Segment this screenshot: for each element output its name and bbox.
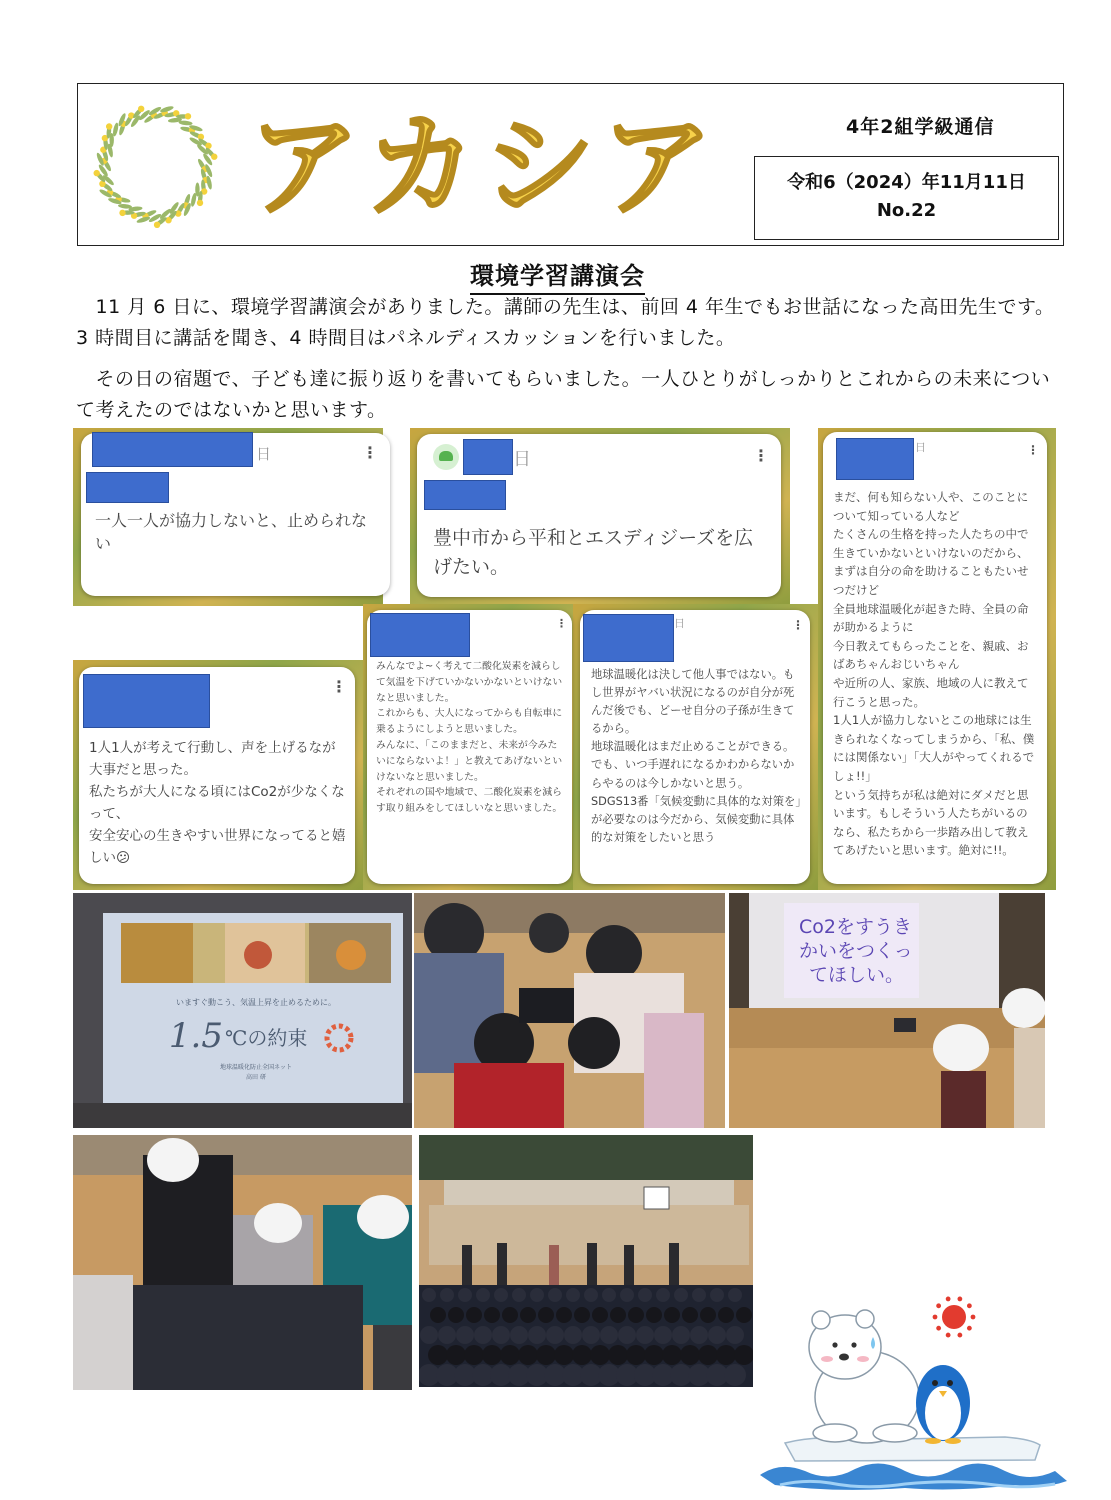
more-options-icon[interactable]: ⋮: [1027, 443, 1039, 457]
slide-org: 地球温暖化防止全国ネット: [219, 1064, 293, 1071]
polar-bear-penguin-illustration: [755, 1285, 1075, 1495]
article-paragraph: その日の宿題で、子ども達に振り返りを書いてもらいました。一人ひとりがしっかりとこれからの未来について考えたのではないかと思います。: [76, 368, 1051, 421]
students-sitting-photo: [73, 1135, 412, 1390]
slide-caption: いますぐ動こう、気温上昇を止めるために。: [176, 998, 336, 1007]
slide-title: ℃の約束: [225, 1026, 308, 1050]
penguin-icon: [916, 1365, 970, 1444]
polar-bear-icon: [809, 1310, 919, 1443]
card-date: 日: [674, 617, 685, 630]
sun-icon: [933, 1297, 976, 1338]
more-options-icon[interactable]: ⋮: [753, 446, 769, 465]
redacted-name: [463, 439, 513, 475]
lecture-slide-photo: [73, 893, 412, 1128]
card-text: 豊中市から平和とエスディジーズを広げたい。: [433, 527, 754, 578]
reflection-card: [367, 610, 572, 884]
redacted-name: [370, 613, 470, 657]
more-options-icon[interactable]: ⋮: [792, 618, 804, 632]
card-text: 一人一人が協力しないと、止められない: [95, 511, 368, 553]
issue-number: No.22: [876, 200, 937, 221]
reflection-card: [580, 610, 810, 884]
more-options-icon[interactable]: ⋮: [331, 677, 347, 696]
article-headline: 環境学習講演会: [470, 256, 645, 295]
slide-big-number: 1.5: [168, 1016, 223, 1056]
svg-text:アカシア: アカシア: [248, 102, 719, 225]
issue-date: 令和6（2024）年11月11日: [787, 172, 1026, 193]
card-date: 日: [513, 449, 531, 470]
redacted-name: [83, 674, 210, 728]
reflection-card: [81, 433, 390, 596]
class-name: 4年2組学級通信: [846, 116, 995, 138]
redacted-name: [92, 432, 253, 467]
mimosa-wreath-icon: [88, 95, 223, 235]
card-date: 日: [915, 441, 926, 454]
card-text: 地球温暖化は決して他人事ではない。もし世界がヤバい状況になるのが自分が死んだ後でも、どーせ自分の子孫が生きてるから。 地球温暖化はまだ止めることができる。でも、いつ手遅れになるかわからないからやるのは今しかないと思う。 SDGS13番「気候変動に具体的な対策を」が必要なのは今だから、気候変動に具体的な対策をしたいと思う: [591, 668, 801, 844]
redacted-name: [424, 480, 506, 510]
redacted-name: [86, 472, 169, 503]
gym-assembly-photo: [419, 1135, 753, 1387]
handwritten-board-text: てほしい。: [809, 964, 905, 986]
article-paragraph: 11 月 6 日に、環境学習講演会がありました。講師の先生は、前回 4 年生でもお世話になった高田先生です。3 時間目に講話を聞き、4 時間目はパネルディスカッションを行いました。: [76, 296, 1055, 349]
panel-discussion-photo: [729, 893, 1045, 1128]
card-text: 1人1人が考えて行動し、声を上げるなが大事だと思った。 私たちが大人になる頃にはCo2が少なくなって、 安全安心の生きやすい世界になってると嬉しい😕: [89, 740, 346, 866]
more-options-icon[interactable]: ⋮: [556, 617, 567, 630]
redacted-name: [583, 614, 674, 662]
avatar: [433, 444, 459, 470]
card-text: みんなでよ~く考えて二酸化炭素を減らして気温を下げていかないかないといけないなと思いました。 これからも、大人になってからも自転車に乗るようにしようと思いました。 みんなに、「このままだと、未来が今みたいにならないよ！」と教えてあげないといけないなと思いました。 それぞれの国や地域で、二酸化炭素を減らす取り組みをしてほしいなと思いました。: [376, 661, 563, 815]
newsletter-title: [240, 100, 760, 225]
card-date: 日: [256, 445, 272, 463]
handwritten-board-text: かいをつくっ: [799, 940, 913, 962]
reflection-card: [417, 434, 781, 597]
reflection-card: [79, 667, 355, 884]
reflection-card: [823, 432, 1047, 884]
card-text: まだ、何も知らない人や、このことについて知っている人など たくさんの生格を持った人たちの中で生きていかないといけないのだから、まずは自分の命を助けることもたいせつだけど 全員地球温暖化が起きた時、全員の命が助かるように 今日教えてもらったことを、親戚、おばあちゃんおじいちゃん や近所の人、家族、地域の人に教えて行こうと思った。 1人1人が協力しないとこの地球には生きられなくなってしまうから、「私、僕には関係ない」「大人がやってくれるでしょ!!」 という気持ちが私は絶対にダメだと思います。もしそういう人たちがいるのなら、私たちから一歩踏み出して教えてあげたいと思います。絶対に!!。: [833, 490, 1035, 858]
slide-presenter: 高田 研: [246, 1074, 266, 1081]
redacted-name: [836, 438, 914, 480]
handwritten-board-text: Co2をすうき: [799, 916, 912, 938]
group-discussion-photo: [414, 893, 725, 1128]
more-options-icon[interactable]: ⋮: [362, 443, 378, 462]
issue-date-box: [754, 156, 1059, 240]
